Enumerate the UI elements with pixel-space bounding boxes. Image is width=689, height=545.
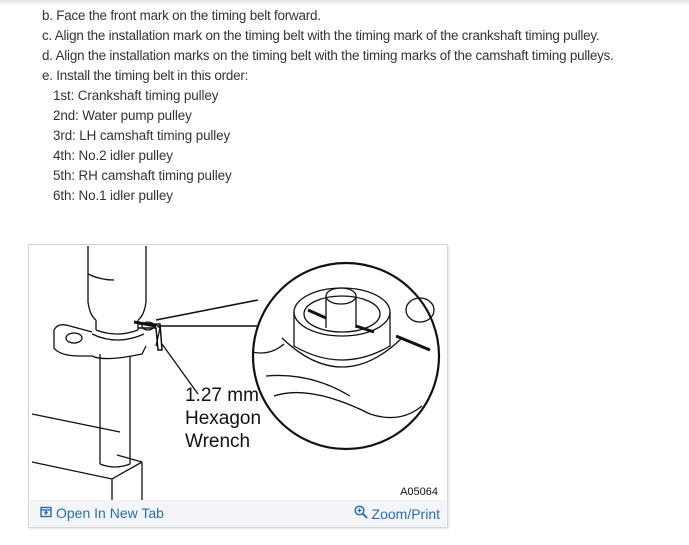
open-in-new-tab-icon [40,505,52,521]
label-line-size: 1.27 mm [185,385,259,406]
install-order-list [53,86,232,206]
figure-footer [30,500,446,527]
install-order-item: 5th: RH camshaft timing pulley [53,168,232,183]
step-d: d. Align the installation marks on the timing belt with the timing marks of the camshaft timing pulleys. [42,48,614,63]
label-line-wrench: Wrench [185,431,251,452]
zoom-print-label: Zoom/Print [371,505,440,522]
label-line-hexagon: Hexagon [185,408,262,429]
install-order-item: 3rd: LH camshaft timing pulley [53,128,231,143]
open-in-new-tab-label: Open In New Tab [56,505,164,521]
procedure-steps [42,6,614,86]
open-in-new-tab-link[interactable] [40,505,164,521]
install-order-item: 2nd: Water pump pulley [53,108,192,123]
figure-card [28,244,448,528]
step-c: c. Align the installation mark on the timing belt with the timing mark of the crankshaft timing pulley. [42,28,600,43]
illustration-drawing [30,246,446,500]
figure-code: A05064 [400,486,438,498]
install-order-item: 4th: No.2 idler pulley [53,148,173,163]
install-order-item: 6th: No.1 idler pulley [53,188,173,203]
zoom-in-icon [354,505,368,522]
zoom-print-link[interactable] [354,505,440,522]
install-order-item: 1st: Crankshaft timing pulley [53,88,219,103]
step-b: b. Face the front mark on the timing belt forward. [42,8,321,23]
step-e: e. Install the timing belt in this order: [42,68,249,83]
wrench-callout-label [185,384,261,453]
timing-pulley-illustration[interactable] [30,246,446,500]
